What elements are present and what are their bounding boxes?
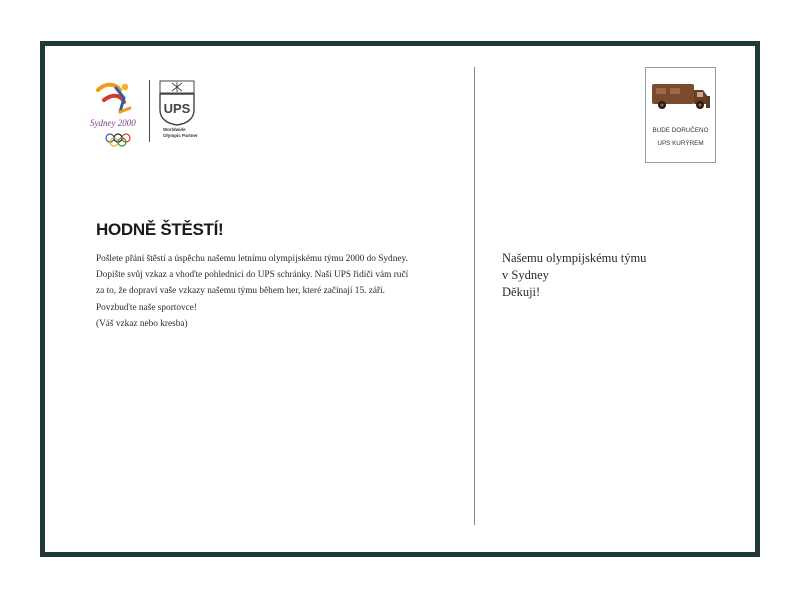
logo-separator [149,80,150,142]
address-line: Našemu olympijskému týmu [502,251,647,265]
message-line: Pošlete přání štěstí a úspěchu našemu letnímu olympijskému týmu 2000 do Sydney. [96,254,408,264]
stamp-line: BUDE DORUČENO [652,127,709,134]
sydney-2000-logo [90,78,146,148]
message-line: Dopište svůj vzkaz a vhoďte pohlednici do UPS schránky. Naši UPS řidiči vám ručí [96,270,409,281]
ups-caption-line: Worldwide [163,127,186,132]
stamp-line: UPS KURÝREM [657,140,704,147]
message-line: Povzbuďte naše sportovce! [96,302,198,313]
ups-caption [163,127,223,138]
ups-truck-icon [650,80,711,112]
address-line: Děkuji! [502,285,541,299]
headline: HODNĚ ŠTĚSTÍ! [96,220,224,239]
center-divider [474,67,475,525]
stamp-text [646,124,715,150]
address-block [502,250,646,301]
sydney-2000-wordmark: Sydney 2000 [90,118,136,128]
ups-shield-logo [157,80,197,126]
postage-stamp [645,67,716,163]
address-line: v Sydney [502,268,549,282]
message-line: za to, že dopraví vaše vzkazy našemu týmu během her, které začínají 15. září. [96,286,385,297]
ups-wordmark: UPS [163,101,191,116]
message-body [96,251,426,332]
ups-caption-line: Olympic Partner [163,132,198,138]
message-line: (Váš vzkaz nebo kresba) [96,318,188,329]
